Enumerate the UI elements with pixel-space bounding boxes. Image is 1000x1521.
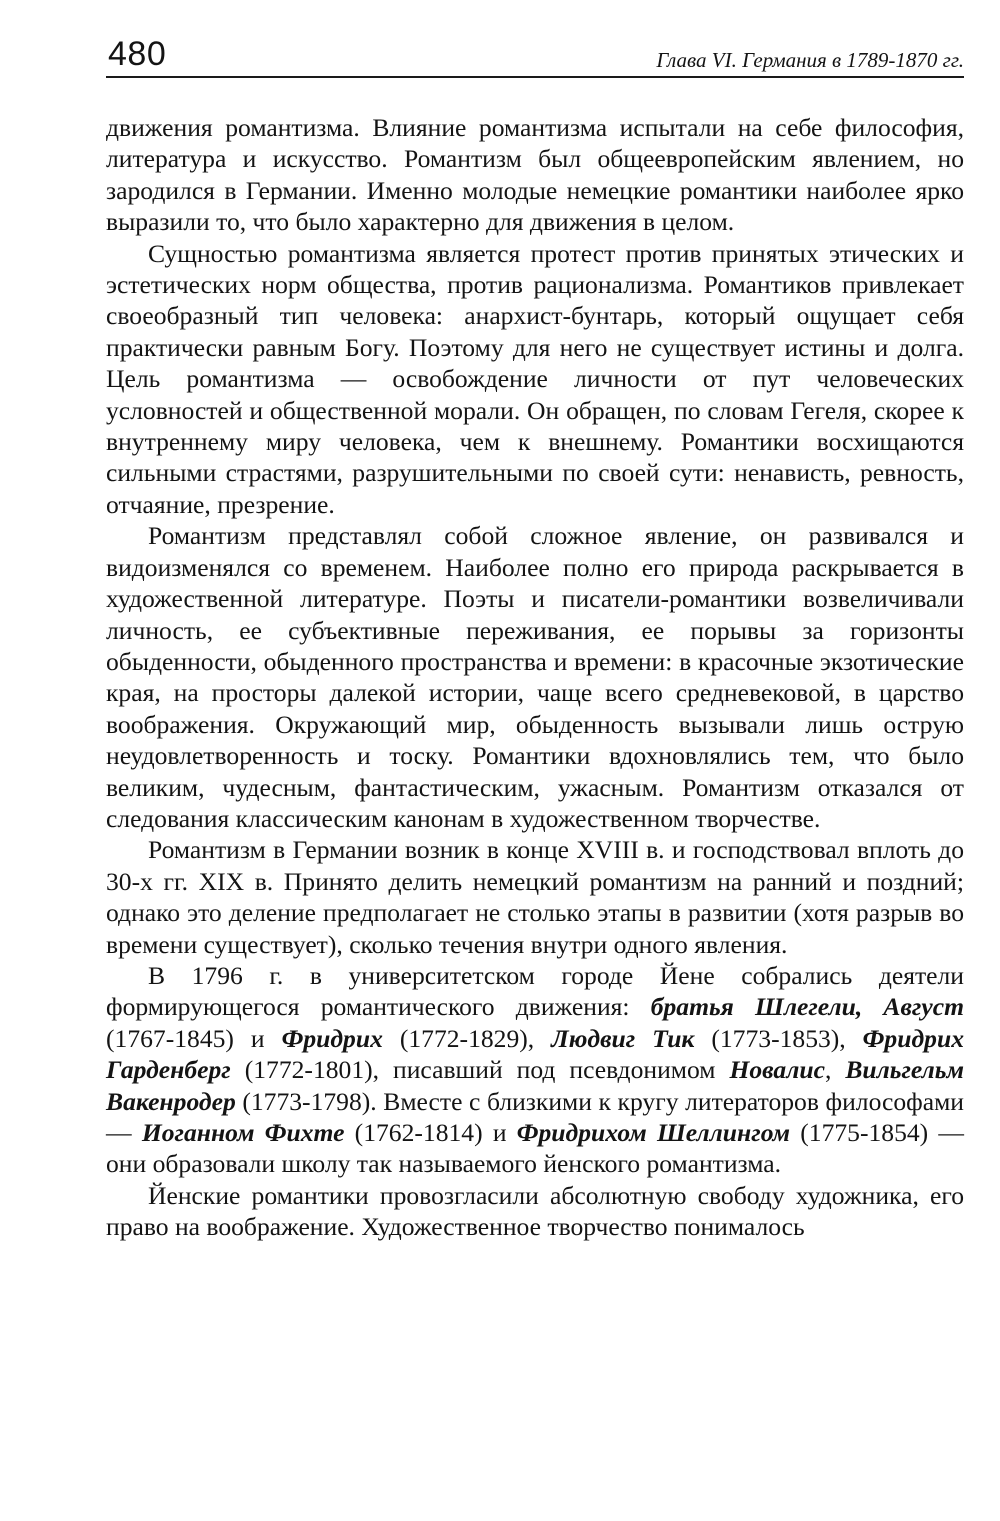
text-run: (1762-1814) и [344,1118,517,1147]
text-run: (1773-1798). Вместе с близкими к кругу литераторов философами — [106,1086,964,1147]
paragraph [106,834,964,960]
text-run: (1775-1854) — они образовали школу так называемого йенского романтизма. [106,1118,965,1179]
paragraph [106,1180,964,1243]
text-run: Сущностью романтизма является протест против принятых этических и эстетических норм общества, против рационализма. Романтиков привлекает своеобразный тип человека: анархист-бунтарь, который ощущает себя практически равным Богу. Поэтому для него не существует истины и долга. Цель романтизма — освобождение личности от пут человеческих условностей и общественной морали. Он обращен, по словам Гегеля, скорее к внутреннему миру человека, чем к внешнему. Романтики восхищаются сильными страстями, разрушительными по своей сути: ненависть, ревность, отчаяние, презрение. [106,238,964,519]
bold-italic-name: Фридрихом Шеллингом [516,1118,791,1147]
bold-italic-name: Фридрих [281,1023,383,1053]
body-text [106,112,964,1243]
bold-italic-name: Новалис [729,1055,825,1085]
text-run: движения романтизма. Влияние романтизма испытали на себе философия, литература и искусство. Романтизм был общеевропейским явлением, но зародился в Германии. Именно молодые немецкие романтики наиболее ярко выразили то, что было характерно для движения в целом. [106,113,964,237]
bold-italic-name: братья Шлегели, Август [650,992,965,1022]
text-run: Романтизм представлял собой сложное явление, он развивался и видоизменялся со временем. Наиболее полно его природа раскрывается в художественной литературе. Поэты и писатели-романтики возвеличивали личность, ее субъективные переживания, ее порывы за горизонты обыденности, обыденного пространства и времени: в красочные экзотические края, на просторы далекой истории, чаще всего средневековой, в царство воображения. Окружающий мир, обыденность вызывали лишь острую неудовлетворенность и тоску. Романтики вдохновлялись тем, что было великим, чудесным, фантастическим, ужасным. Романтизм отказался от следования классическим канонам в художественном творчестве. [106,521,964,833]
text-run: , [824,1055,846,1085]
paragraph [106,238,964,521]
bold-italic-name: Иоганном Фихте [141,1118,345,1147]
text-run: (1772-1801), писавший под псевдонимом [230,1055,730,1085]
text-run: В 1796 г. в университетском городе Йене собрались деятели формирующегося романтического движения: [106,960,964,1022]
text-run: (1772-1829), [382,1023,552,1053]
page-number: 480 [108,35,167,73]
page-header [106,30,964,78]
bold-italic-name: Фридрих Гарденберг [106,1023,964,1085]
text-run: (1767-1845) и [106,1023,282,1053]
paragraph [106,960,964,1180]
text-run: Йенские романтики провозгласили абсолютную свободу художника, его право на воображение. Художественное творчество понималось [106,1180,964,1242]
text-run: (1773-1853), [694,1023,863,1053]
running-head: Глава VI. Германия в 1789-1870 гг. [656,48,964,72]
bold-italic-name: Вильгельм Вакенродер [106,1055,965,1116]
paragraph [106,520,964,834]
paragraph [106,112,964,238]
bold-italic-name: Людвиг Тик [551,1023,695,1053]
text-run: Романтизм в Германии возник в конце XVIII в. и господствовал вплоть до 30-х гг. XIX в. Принято делить немецкий романтизм на ранний и поздний; однако это деление предполагает не столько этапы в развитии (хотя разрыв во времени существует), сколько течения внутри одного явления. [106,835,964,959]
